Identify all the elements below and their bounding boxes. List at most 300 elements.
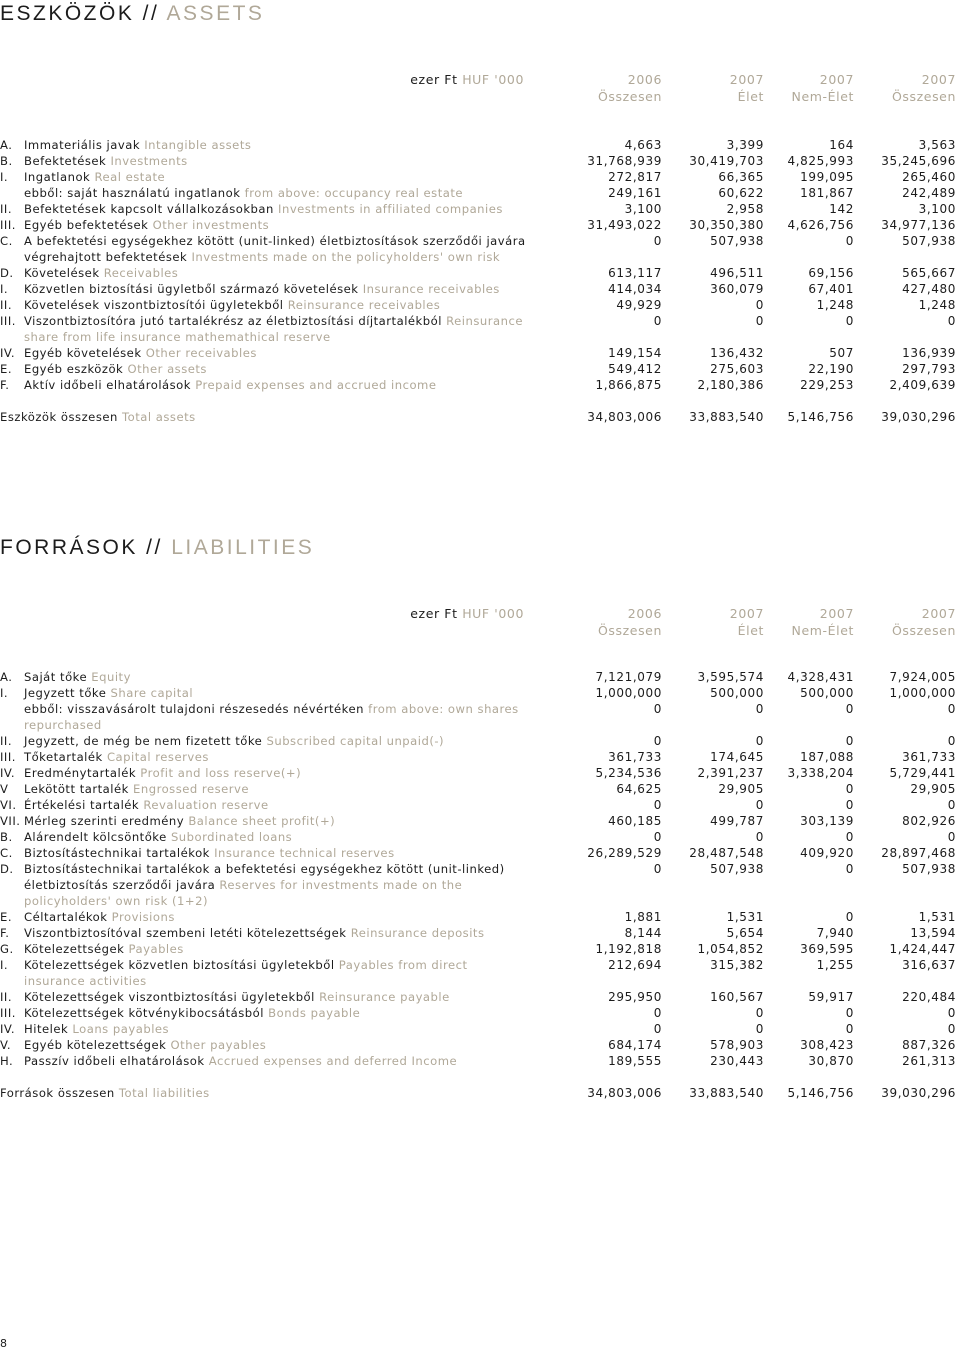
row-value: 1,531 (726, 910, 764, 924)
row-label-hu: Jegyzett, de még be nem fizetett tőke (24, 734, 263, 748)
row-value: 220,484 (902, 990, 956, 1004)
row-value: 35,245,696 (881, 154, 956, 168)
row-value: 0 (947, 734, 956, 748)
col-sub: Összesen (891, 622, 956, 638)
row-code: II. (0, 298, 13, 312)
row-label (0, 1037, 266, 1053)
row-label-en: Reinsurance (446, 314, 523, 328)
row-code: VII. (0, 814, 21, 828)
row-label-en: from above: occupancy real estate (244, 186, 464, 200)
total-value: 33,883,540 (689, 410, 764, 424)
total-label-en: Total assets (122, 410, 196, 424)
row-label (0, 233, 526, 249)
row-label (0, 669, 131, 685)
row-code: III. (0, 314, 16, 328)
row-code: V (0, 782, 9, 796)
row-value: 0 (947, 702, 956, 716)
row-label (0, 249, 500, 265)
total-label (0, 1085, 210, 1101)
assets-unit (410, 72, 524, 87)
row-value: 1,248 (816, 298, 854, 312)
row-value: 272,817 (608, 170, 662, 184)
row-label (0, 685, 193, 701)
row-label-hu: Mérleg szerinti eredmény (24, 814, 185, 828)
table-row (0, 249, 960, 265)
row-code: V. (0, 1038, 12, 1052)
row-label-hu: A befektetési egységekhez kötött (unit-linked) életbiztosítások szerződői javára (24, 234, 526, 248)
table-row (0, 345, 960, 361)
row-value: 0 (845, 830, 854, 844)
row-value: 1,531 (918, 910, 956, 924)
row-label (0, 1005, 360, 1021)
total-label-en: Total liabilities (118, 1086, 210, 1100)
row-label-hu: Alárendelt kölcsöntőke (24, 830, 167, 844)
row-label-en: Share capital (110, 686, 194, 700)
row-code: F. (0, 378, 10, 392)
row-label-en: Reinsurance receivables (287, 298, 441, 312)
row-label-en: Other investments (152, 218, 270, 232)
row-value: 1,000,000 (595, 686, 662, 700)
row-label-en: from above: own shares (368, 702, 519, 716)
row-value: 0 (845, 702, 854, 716)
total-value: 39,030,296 (881, 1086, 956, 1100)
row-value: 0 (845, 862, 854, 876)
table-row (0, 185, 960, 201)
table-row (0, 877, 960, 893)
row-code: H. (0, 1054, 14, 1068)
row-value: 2,409,639 (889, 378, 956, 392)
row-value: 0 (653, 1022, 662, 1036)
row-label (0, 941, 184, 957)
row-code: IV. (0, 346, 16, 360)
row-label (0, 733, 444, 749)
row-value: 69,156 (808, 266, 854, 280)
row-label-hu: Lekötött tartalék (24, 782, 129, 796)
unit-en: HUF '000 (462, 606, 524, 621)
row-value: 295,950 (608, 990, 662, 1004)
table-row (0, 765, 960, 781)
row-value: 136,432 (710, 346, 764, 360)
row-label-en: Insurance receivables (362, 282, 500, 296)
liabilities-col-1 (598, 606, 662, 639)
row-label-hu: Egyéb kötelezettségek (24, 1038, 167, 1052)
row-label-en: Reserves for investments made on the (219, 878, 463, 892)
row-code: D. (0, 266, 14, 280)
row-value: 49,929 (616, 298, 662, 312)
table-row (0, 957, 960, 973)
total-row (0, 1085, 960, 1101)
row-label (0, 765, 301, 781)
row-value: 174,645 (710, 750, 764, 764)
unit-en: HUF '000 (462, 72, 524, 87)
total-value: 34,803,006 (587, 410, 662, 424)
row-value: 181,867 (800, 186, 854, 200)
table-row (0, 153, 960, 169)
row-label-hu: Aktív időbeli elhatárolások (24, 378, 191, 392)
table-row (0, 717, 960, 733)
row-code: IV. (0, 766, 16, 780)
row-label (0, 973, 147, 989)
row-label-hu: Ingatlanok (24, 170, 91, 184)
row-value: 0 (755, 1006, 764, 1020)
row-value: 242,489 (902, 186, 956, 200)
row-value: 507,938 (902, 862, 956, 876)
row-value: 565,667 (902, 266, 956, 280)
row-code: III. (0, 750, 16, 764)
row-label (0, 137, 251, 153)
col-sub: Összesen (891, 88, 956, 104)
row-value: 0 (845, 1006, 854, 1020)
total-value: 5,146,756 (787, 410, 854, 424)
row-label (0, 169, 165, 185)
row-label (0, 893, 208, 909)
row-label-hu: Viszontbiztosítóra jutó tartalékrész az életbiztosítási díjtartalékból (24, 314, 442, 328)
row-label (0, 861, 505, 877)
row-label-hu: Közvetlen biztosítási ügyletből származó követelések (24, 282, 359, 296)
total-label-hu: Eszközök összesen (0, 410, 118, 424)
row-label-hu: Kötelezettségek (24, 942, 125, 956)
row-label-en: policyholders' own risk (1+2) (24, 894, 209, 908)
assets-column-header (0, 72, 960, 108)
liabilities-title-en: LIABILITIES (171, 536, 315, 559)
row-value: 308,423 (800, 1038, 854, 1052)
row-label-en: Investments made on the policyholders' own risk (191, 250, 501, 264)
row-value: 30,870 (808, 1054, 854, 1068)
spacer (0, 393, 960, 409)
row-value: 0 (755, 298, 764, 312)
row-value: 31,768,939 (587, 154, 662, 168)
row-value: 0 (845, 1022, 854, 1036)
table-row (0, 749, 960, 765)
row-label (0, 845, 395, 861)
table-row (0, 233, 960, 249)
row-value: 500,000 (710, 686, 764, 700)
row-code: D. (0, 862, 14, 876)
row-value: 3,100 (918, 202, 956, 216)
table-row (0, 217, 960, 233)
row-value: 0 (653, 702, 662, 716)
table-row (0, 313, 960, 329)
liabilities-title-hu: FORRÁSOK // (0, 536, 163, 559)
row-value: 26,289,529 (587, 846, 662, 860)
row-label-en: Insurance technical reserves (214, 846, 395, 860)
table-row (0, 361, 960, 377)
row-value: 0 (653, 1006, 662, 1020)
table-row (0, 909, 960, 925)
row-value: 0 (947, 1022, 956, 1036)
row-value: 2,958 (726, 202, 764, 216)
row-label-hu: ebből: visszavásárolt tulajdoni részesedés névértéken (24, 702, 364, 716)
col-year: 2007 (819, 72, 854, 87)
row-value: 7,121,079 (595, 670, 662, 684)
col-year: 2007 (819, 606, 854, 621)
assets-col-4 (892, 72, 956, 105)
table-row (0, 201, 960, 217)
col-year: 2007 (921, 72, 956, 87)
col-sub: Összesen (597, 622, 662, 638)
row-value: 249,161 (608, 186, 662, 200)
row-code: II. (0, 734, 13, 748)
row-label-en: Subscribed capital unpaid(-) (266, 734, 445, 748)
row-value: 0 (947, 1006, 956, 1020)
row-label-en: Provisions (111, 910, 175, 924)
row-value: 0 (755, 830, 764, 844)
row-code: VI. (0, 798, 17, 812)
liabilities-unit (410, 606, 524, 621)
row-code: I. (0, 958, 9, 972)
table-row (0, 893, 960, 909)
row-value: 0 (755, 798, 764, 812)
page-number: 8 (0, 1337, 7, 1350)
row-label-en: repurchased (24, 718, 102, 732)
row-value: 1,192,818 (595, 942, 662, 956)
row-label-hu: végrehajtott befektetések (24, 250, 188, 264)
table-row (0, 329, 960, 345)
row-label (0, 1021, 169, 1037)
row-label-hu: Biztosítástechnikai tartalékok (24, 846, 210, 860)
row-label-hu: Céltartalékok (24, 910, 108, 924)
row-value: 142 (829, 202, 854, 216)
row-value: 22,190 (808, 362, 854, 376)
row-label (0, 201, 503, 217)
row-value: 414,034 (608, 282, 662, 296)
table-row (0, 813, 960, 829)
table-row (0, 137, 960, 153)
row-value: 409,920 (800, 846, 854, 860)
row-value: 2,391,237 (697, 766, 764, 780)
row-value: 0 (845, 798, 854, 812)
total-value: 34,803,006 (587, 1086, 662, 1100)
liabilities-col-4 (892, 606, 956, 639)
row-label-en: Engrossed reserve (133, 782, 250, 796)
row-value: 229,253 (800, 378, 854, 392)
row-label-hu: Tőketartalék (24, 750, 103, 764)
table-row (0, 845, 960, 861)
row-value: 507,938 (902, 234, 956, 248)
table-row (0, 265, 960, 281)
row-value: 496,511 (710, 266, 764, 280)
row-label (0, 989, 450, 1005)
row-value: 3,595,574 (697, 670, 764, 684)
row-label-hu: Eredménytartalék (24, 766, 137, 780)
row-value: 0 (755, 702, 764, 716)
row-label-en: Other receivables (145, 346, 257, 360)
table-row (0, 281, 960, 297)
col-sub: Nem-Élet (791, 88, 854, 104)
spacer (0, 1069, 960, 1085)
row-label-en: Capital reserves (106, 750, 209, 764)
total-value: 5,146,756 (787, 1086, 854, 1100)
table-row (0, 169, 960, 185)
row-code: C. (0, 234, 13, 248)
row-value: 4,663 (624, 138, 662, 152)
row-label (0, 185, 463, 201)
row-label-hu: Követelések viszontbiztosítói ügyletekből (24, 298, 284, 312)
row-label-hu: életbiztosítás szerződői javára (24, 878, 216, 892)
row-code: G. (0, 942, 14, 956)
col-year: 2006 (627, 606, 662, 621)
row-value: 0 (653, 314, 662, 328)
row-label (0, 925, 485, 941)
table-row (0, 989, 960, 1005)
row-label-en: Balance sheet profit(+) (188, 814, 336, 828)
row-label-en: Loans payables (72, 1022, 170, 1036)
row-label-en: Payables from direct (338, 958, 468, 972)
row-value: 13,594 (910, 926, 956, 940)
table-row (0, 733, 960, 749)
row-label-hu: Saját tőke (24, 670, 88, 684)
row-value: 0 (947, 798, 956, 812)
assets-col-2 (730, 72, 764, 105)
row-value: 887,326 (902, 1038, 956, 1052)
row-value: 1,054,852 (697, 942, 764, 956)
row-value: 199,095 (800, 170, 854, 184)
row-value: 1,866,875 (595, 378, 662, 392)
row-code: IV. (0, 1022, 16, 1036)
row-value: 187,088 (800, 750, 854, 764)
liabilities-title (0, 536, 314, 560)
row-label (0, 265, 178, 281)
row-value: 2,180,386 (697, 378, 764, 392)
row-code: A. (0, 138, 13, 152)
row-value: 64,625 (616, 782, 662, 796)
row-label (0, 153, 188, 169)
row-value: 1,248 (918, 298, 956, 312)
row-label-hu: Követelések (24, 266, 100, 280)
row-value: 578,903 (710, 1038, 764, 1052)
row-label-en: Profit and loss reserve(+) (140, 766, 302, 780)
row-label-hu: Passzív időbeli elhatárolások (24, 1054, 205, 1068)
row-value: 499,787 (710, 814, 764, 828)
row-label (0, 701, 519, 717)
row-value: 29,905 (910, 782, 956, 796)
row-label-en: Revaluation reserve (143, 798, 269, 812)
row-value: 4,825,993 (787, 154, 854, 168)
row-label (0, 717, 102, 733)
row-label-en: Reinsurance payable (319, 990, 450, 1004)
row-code: I. (0, 170, 9, 184)
row-value: 297,793 (902, 362, 956, 376)
col-year: 2007 (921, 606, 956, 621)
assets-col-3 (792, 72, 855, 105)
row-value: 613,117 (608, 266, 662, 280)
row-label-en: Real estate (94, 170, 166, 184)
row-value: 5,654 (726, 926, 764, 940)
row-value: 507,938 (710, 862, 764, 876)
row-label (0, 909, 175, 925)
row-label-hu: Hitelek (24, 1022, 69, 1036)
row-code: II. (0, 990, 13, 1004)
table-row (0, 377, 960, 393)
row-code: II. (0, 202, 13, 216)
table-row (0, 1005, 960, 1021)
row-label (0, 829, 292, 845)
row-value: 60,622 (718, 186, 764, 200)
row-value: 3,399 (726, 138, 764, 152)
col-sub: Nem-Élet (791, 622, 854, 638)
row-value: 360,079 (710, 282, 764, 296)
row-label-hu: Egyéb befektetések (24, 218, 149, 232)
row-code: III. (0, 1006, 16, 1020)
row-value: 8,144 (624, 926, 662, 940)
row-label (0, 749, 209, 765)
row-label (0, 797, 269, 813)
assets-table (0, 137, 960, 425)
row-label-en: Accrued expenses and deferred Income (208, 1054, 458, 1068)
row-value: 275,603 (710, 362, 764, 376)
row-label (0, 781, 249, 797)
row-label (0, 313, 523, 329)
total-label (0, 409, 196, 425)
total-label-hu: Források összesen (0, 1086, 115, 1100)
row-label-hu: Kötelezettségek kötvénykibocsátásból (24, 1006, 264, 1020)
table-row (0, 829, 960, 845)
row-label-hu: Egyéb eszközök (24, 362, 124, 376)
row-value: 500,000 (800, 686, 854, 700)
row-value: 28,487,548 (689, 846, 764, 860)
row-value: 684,174 (608, 1038, 662, 1052)
row-value: 7,924,005 (889, 670, 956, 684)
row-value: 1,000,000 (889, 686, 956, 700)
row-value: 4,626,756 (787, 218, 854, 232)
row-value: 59,917 (808, 990, 854, 1004)
table-row (0, 1053, 960, 1069)
row-value: 149,154 (608, 346, 662, 360)
row-label-hu: Viszontbiztosítóval szembeni letéti kötelezettségek (24, 926, 347, 940)
row-label-en: Reinsurance deposits (350, 926, 485, 940)
row-value: 265,460 (902, 170, 956, 184)
row-value: 5,729,441 (889, 766, 956, 780)
row-value: 66,365 (718, 170, 764, 184)
row-value: 0 (845, 910, 854, 924)
row-code: I. (0, 686, 9, 700)
total-value: 33,883,540 (689, 1086, 764, 1100)
row-value: 4,328,431 (787, 670, 854, 684)
row-label-hu: Kötelezettségek viszontbiztosítási ügyletekből (24, 990, 315, 1004)
table-row (0, 1021, 960, 1037)
row-value: 460,185 (608, 814, 662, 828)
col-sub: Összesen (597, 88, 662, 104)
row-label-hu: Immateriális javak (24, 138, 141, 152)
row-label (0, 281, 500, 297)
row-value: 0 (755, 314, 764, 328)
row-label-en: Other payables (170, 1038, 267, 1052)
row-code: I. (0, 282, 9, 296)
row-label-en: Receivables (103, 266, 179, 280)
row-label-hu: Befektetések kapcsolt vállalkozásokban (24, 202, 274, 216)
col-year: 2006 (627, 72, 662, 87)
row-value: 0 (845, 314, 854, 328)
row-value: 427,480 (902, 282, 956, 296)
table-row (0, 797, 960, 813)
row-value: 3,563 (918, 138, 956, 152)
row-label (0, 297, 440, 313)
row-value: 0 (947, 830, 956, 844)
row-label-hu: Jegyzett tőke (24, 686, 107, 700)
row-code: E. (0, 362, 13, 376)
table-row (0, 1037, 960, 1053)
table-row (0, 941, 960, 957)
assets-col-1 (598, 72, 662, 105)
row-value: 212,694 (608, 958, 662, 972)
row-value: 0 (653, 734, 662, 748)
row-value: 361,733 (608, 750, 662, 764)
row-label-hu: ebből: saját használatú ingatlanok (24, 186, 241, 200)
table-row (0, 297, 960, 313)
row-value: 164 (829, 138, 854, 152)
row-value: 1,881 (624, 910, 662, 924)
table-row (0, 781, 960, 797)
